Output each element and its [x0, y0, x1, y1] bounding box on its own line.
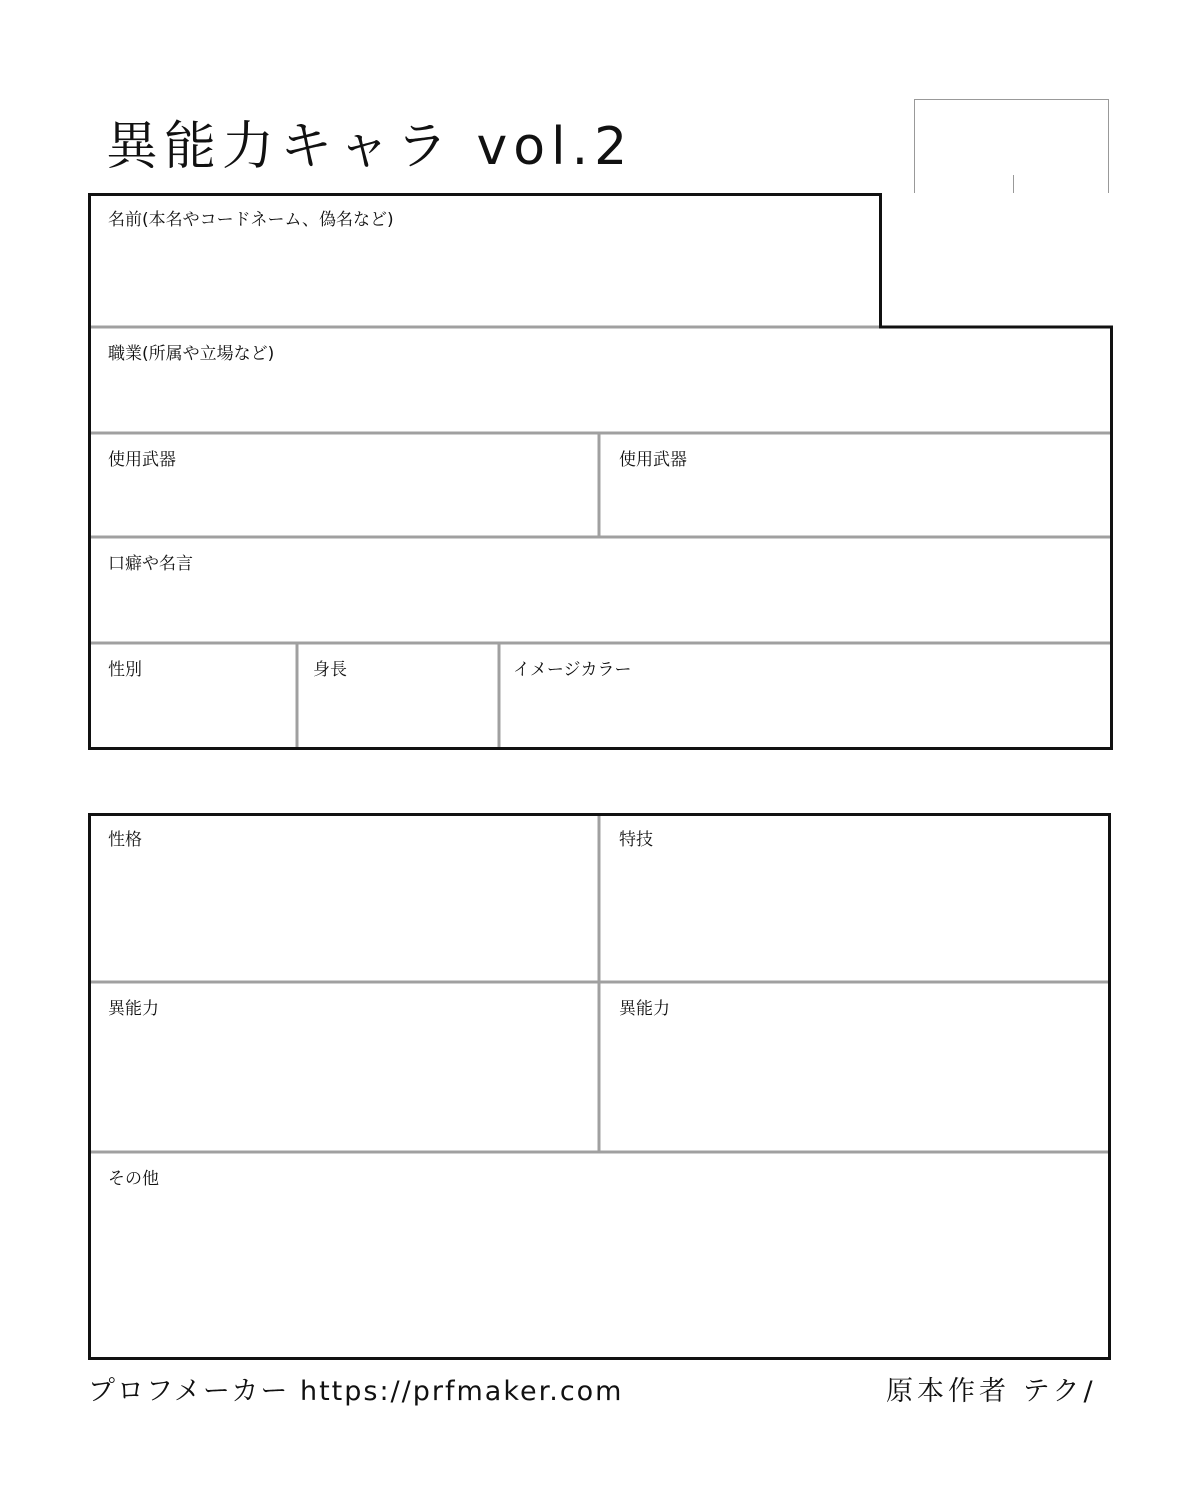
- name-field[interactable]: [90, 195, 880, 327]
- weapon-field-2[interactable]: [601, 435, 1110, 537]
- height-label: 身長: [313, 660, 347, 680]
- weapon-field-1[interactable]: [90, 435, 598, 537]
- ability-field-2[interactable]: [601, 984, 1109, 1151]
- skill-field[interactable]: [601, 815, 1109, 981]
- ability-field-1[interactable]: [90, 984, 598, 1151]
- occupation-label: 職業(所属や立場など): [108, 344, 275, 364]
- image-color-label: イメージカラー: [513, 660, 632, 680]
- occupation-field[interactable]: [90, 329, 1110, 433]
- ability-label-1: 異能力: [108, 999, 159, 1019]
- weapon-label-2: 使用武器: [619, 450, 687, 470]
- other-label: その他: [108, 1169, 159, 1189]
- other-field[interactable]: [90, 1154, 1109, 1358]
- personality-field[interactable]: [90, 815, 598, 981]
- gender-label: 性別: [108, 660, 142, 680]
- sheet-title: 異能力キャラ vol.2: [106, 117, 634, 177]
- profile-form-top: [88, 193, 1113, 750]
- height-field[interactable]: [299, 645, 498, 747]
- catchphrase-label: 口癖や名言: [108, 554, 193, 574]
- gender-field[interactable]: [90, 645, 296, 747]
- skill-label: 特技: [619, 830, 653, 850]
- personality-label: 性格: [108, 830, 142, 850]
- ability-label-2: 異能力: [619, 999, 670, 1019]
- catchphrase-field[interactable]: [90, 539, 1110, 643]
- name-label: 名前(本名やコードネーム、偽名など): [108, 210, 394, 230]
- author-credit: 原本作者 テク/: [886, 1376, 1097, 1407]
- weapon-label-1: 使用武器: [108, 450, 176, 470]
- image-color-field[interactable]: [501, 645, 1110, 747]
- maker-credit: プロフメーカー https://prfmaker.com: [88, 1376, 624, 1407]
- profile-form-bottom: [88, 813, 1111, 1360]
